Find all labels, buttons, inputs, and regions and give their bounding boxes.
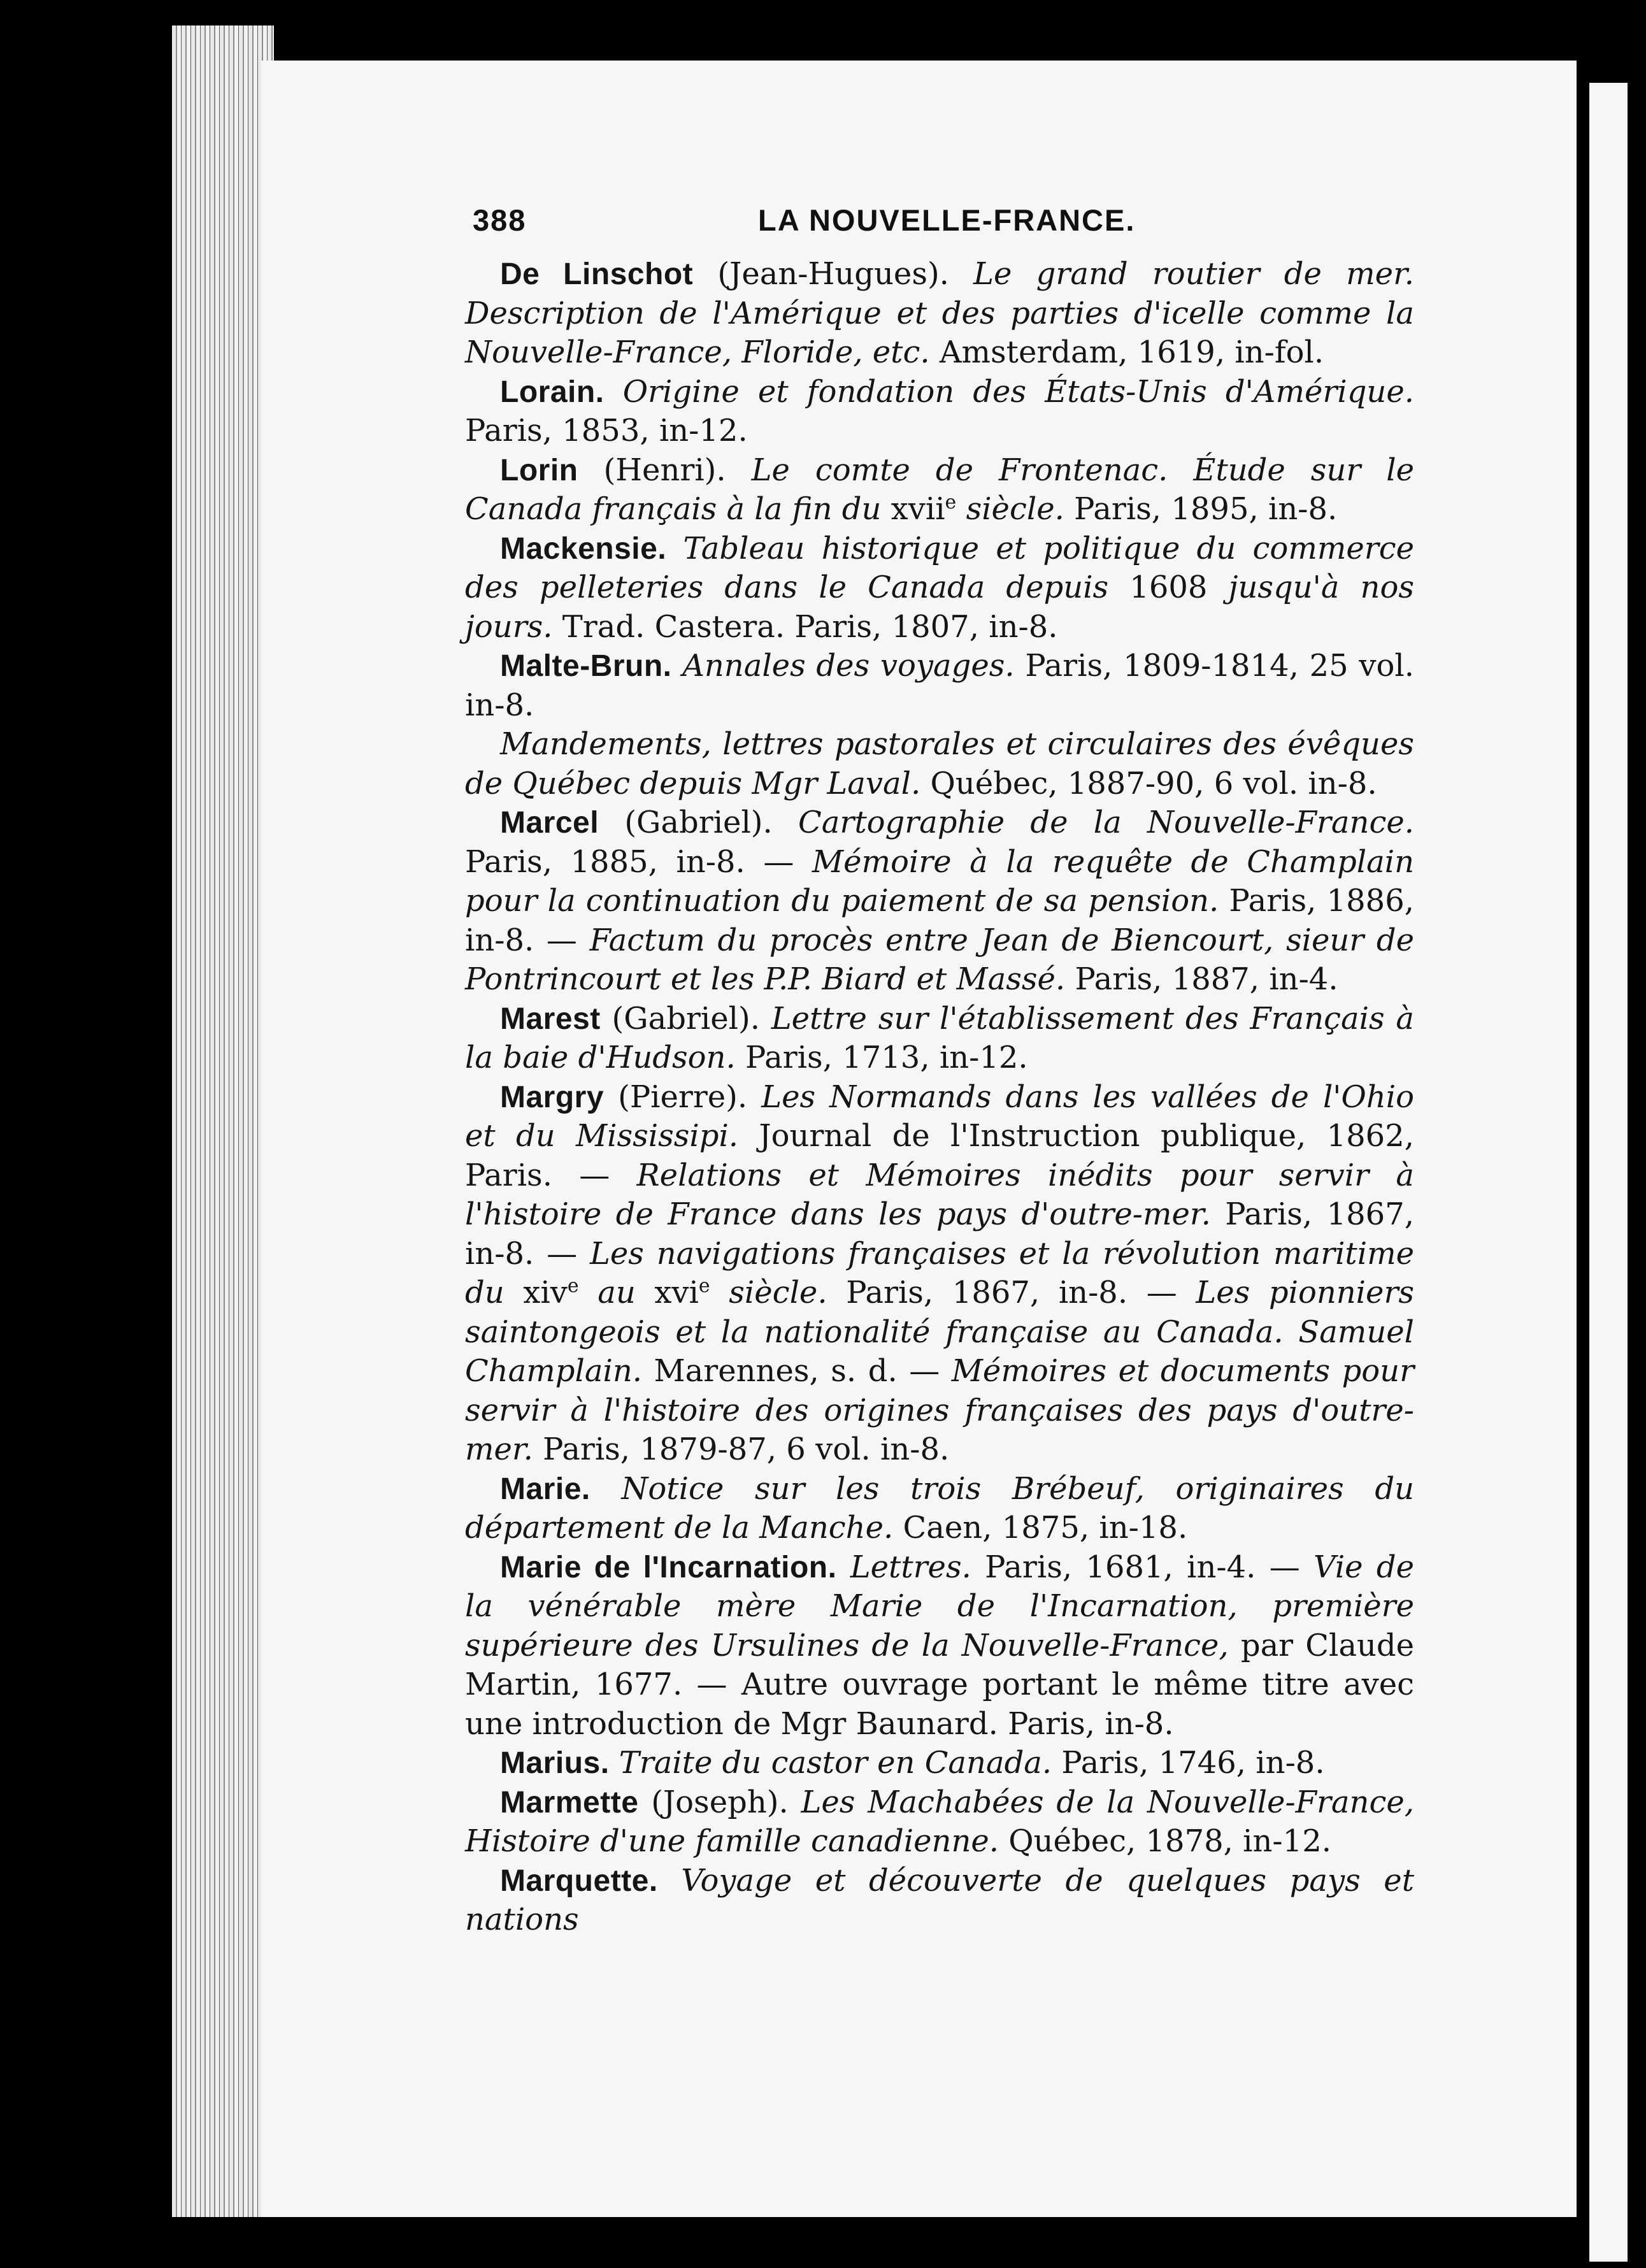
- entry-text: 1608: [1129, 570, 1229, 605]
- entry-text: Paris, 1746, in-8.: [1052, 1745, 1325, 1781]
- entry-text: Paris, 1885, in-8. —: [465, 843, 812, 880]
- entry-text: (Gabriel).: [599, 805, 799, 840]
- entry-text: Trad. Castera. Paris, 1807, in-8.: [552, 608, 1058, 645]
- entry-title: Mémoires et documents pour servir à l'histoire des origines françaises des pays d'outre-mer.: [465, 1353, 1415, 1467]
- entry-title: au: [578, 1275, 655, 1310]
- entry-title: Voyage et découverte de quelques pays et nations: [465, 1862, 1414, 1937]
- entry-text: Paris, 1809-1814, 25 vol. in-8.: [465, 648, 1415, 723]
- entry-text: Caen, 1875, in-18.: [893, 1510, 1188, 1546]
- entry-title: Cartographie de la Nouvelle-France.: [798, 805, 1415, 840]
- entry-text: (Gabriel).: [600, 1000, 771, 1037]
- entry-author: Marie de l'Incarnation.: [500, 1550, 837, 1584]
- superscript: e: [567, 1275, 579, 1297]
- entry-text: Amsterdam, 1619, in-fol.: [929, 334, 1324, 370]
- entry-text: xvi: [654, 1275, 699, 1310]
- bibliography-entry: [465, 1470, 1414, 1548]
- entry-title: Tableau historique et politique du commerce des pelleteries dans le Canada depuis: [465, 530, 1414, 605]
- bibliography-entry: [465, 1862, 1414, 1940]
- entry-title: Origine et fondation des États-Unis d'Amérique.: [604, 373, 1414, 410]
- entry-author: De Linschot: [500, 257, 694, 291]
- superscript: e: [698, 1275, 710, 1297]
- bibliography-entry: [465, 647, 1414, 725]
- entry-title: Les navigations françaises et la révolution maritime du: [465, 1235, 1414, 1310]
- bibliography-entry: [465, 725, 1414, 803]
- entry-text: Paris, 1867, in-8. —: [465, 1196, 1415, 1272]
- entry-title: Les Normands dans les vallées de l'Ohio et du Mississipi.: [465, 1079, 1414, 1154]
- entry-title: Le grand routier de mer. Description de l'Amérique et des parties d'icelle comme la Nouvelle-France, Floride, etc.: [465, 256, 1415, 370]
- entry-author: Marius.: [500, 1746, 610, 1780]
- entry-title: Lettres.: [836, 1549, 971, 1585]
- bibliography-entry: [465, 1078, 1414, 1470]
- bibliography-entry: [465, 451, 1414, 529]
- facing-page-edge: [1589, 83, 1628, 2262]
- entry-author: Marcel: [500, 806, 599, 840]
- bibliography-entry: [465, 1548, 1414, 1744]
- entry-text: xvii: [891, 491, 945, 527]
- entry-author: Lorain.: [500, 375, 605, 409]
- entry-title: Mémoire à la requête de Champlain pour la continuation du paiement de sa pension.: [465, 843, 1414, 919]
- entry-text: Paris, 1895, in-8.: [1064, 491, 1338, 527]
- running-title: LA NOUVELLE-FRANCE.: [758, 203, 1136, 237]
- entry-author: Marie.: [500, 1472, 590, 1506]
- entry-title: Annales des voyages.: [671, 648, 1015, 684]
- entry-text: par Claude Martin, 1677. — Autre ouvrage portant le même titre avec une introduction de Mgr Baunard. Paris, in-8.: [465, 1627, 1414, 1742]
- page-number: 388: [473, 203, 527, 237]
- entry-text: Paris, 1887, in-4.: [1065, 961, 1338, 997]
- entry-title: Traite du castor en Canada.: [609, 1745, 1052, 1781]
- entry-text: Paris, 1853, in-12.: [465, 413, 748, 449]
- entry-title: Vie de la vénérable mère Marie de l'Incarnation, première supérieure des Ursulines de la Nouvelle-France,: [465, 1549, 1415, 1663]
- entry-author: Marmette: [500, 1785, 639, 1819]
- entry-title: Relations et Mémoires inédits pour servir à l'histoire de France dans les pays d'outre-mer.: [465, 1157, 1414, 1232]
- entry-title: jusqu'à nos jours.: [465, 570, 1414, 645]
- entry-text: Paris, 1886, in-8. —: [465, 883, 1415, 958]
- bibliography-list: [465, 255, 1414, 1940]
- bibliography-entry: [465, 255, 1414, 373]
- entry-text: Paris, 1879-87, 6 vol. in-8.: [533, 1432, 950, 1467]
- entry-author: Lorin: [500, 453, 578, 487]
- entry-title: siècle.: [710, 1275, 827, 1310]
- entry-author: Marest: [500, 1001, 601, 1036]
- page-header: [473, 203, 1428, 247]
- entry-title: Notice sur les trois Brébeuf, originaires du département de la Manche.: [465, 1470, 1414, 1546]
- bibliography-entry: [465, 1744, 1414, 1783]
- entry-text: Québec, 1887-90, 6 vol. in-8.: [920, 765, 1377, 801]
- entry-title: Lettre sur l'établissement des Français à la baie d'Hudson.: [465, 1000, 1415, 1075]
- entry-text: xiv: [523, 1275, 568, 1310]
- entry-author: Malte-Brun.: [500, 649, 672, 683]
- entry-text: (Joseph).: [638, 1784, 801, 1820]
- bibliography-entry: [465, 1000, 1414, 1078]
- entry-author: Marquette.: [500, 1863, 658, 1898]
- entry-title: Le comte de Frontenac. Étude sur le Canada français à la fin du: [465, 452, 1414, 527]
- entry-text: (Jean-Hugues).: [693, 256, 974, 292]
- entry-text: (Pierre).: [604, 1079, 762, 1115]
- entry-text: Paris, 1713, in-12.: [735, 1040, 1028, 1075]
- entry-title: Factum du procès entre Jean de Biencourt, sieur de Pontrincourt et les P.P. Biard et Massé.: [465, 922, 1415, 997]
- book-page-edges: [172, 25, 274, 2217]
- entry-text: Québec, 1878, in-12.: [999, 1823, 1331, 1859]
- entry-title: Mandements, lettres pastorales et circulaires des évêques de Québec depuis Mgr Laval.: [465, 726, 1414, 801]
- entry-text: Journal de l'Instruction publique, 1862, Paris. —: [465, 1118, 1414, 1193]
- entry-title: Les pionniers saintongeois et la nationalité française au Canada. Samuel Champlain.: [465, 1275, 1415, 1389]
- bibliography-entry: [465, 1783, 1414, 1862]
- superscript: e: [945, 491, 957, 513]
- entry-author: Mackensie.: [500, 531, 667, 566]
- entry-title: Les Machabées de la Nouvelle-France, Histoire d'une famille canadienne.: [465, 1784, 1415, 1859]
- bibliography-entry: [465, 373, 1414, 451]
- entry-title: siècle.: [956, 491, 1064, 527]
- bibliography-entry: [465, 529, 1414, 647]
- entry-text: Paris, 1867, in-8. —: [827, 1275, 1196, 1310]
- entry-text: (Henri).: [578, 452, 752, 488]
- bibliography-entry: [465, 803, 1414, 1000]
- entry-text: Marennes, s. d. —: [642, 1353, 952, 1389]
- entry-author: Margry: [500, 1080, 605, 1114]
- entry-text: Paris, 1681, in-4. —: [971, 1549, 1313, 1585]
